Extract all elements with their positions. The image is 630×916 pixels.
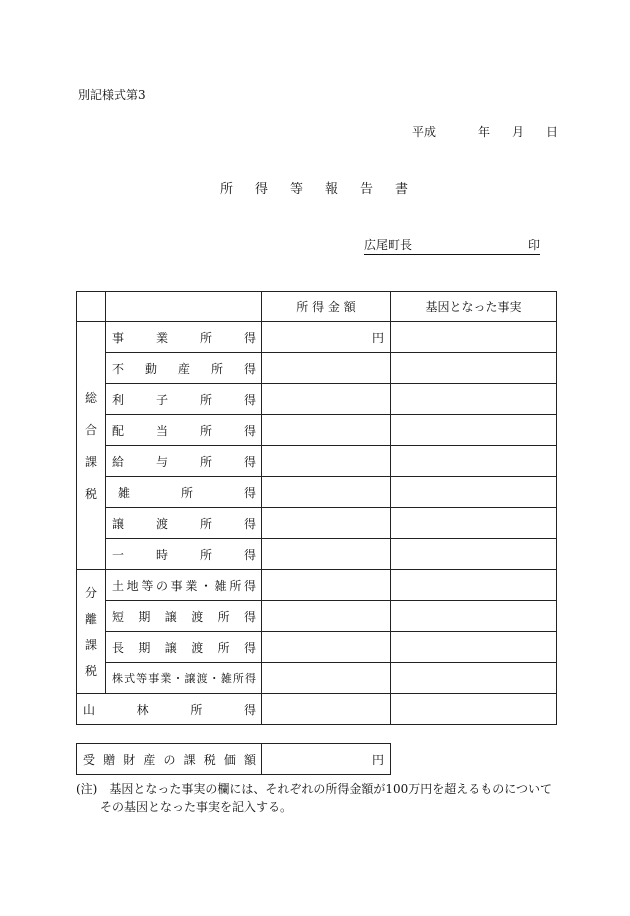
- income-item-label: 事業所得: [106, 322, 262, 353]
- income-item-label: 株式等事業・譲渡・雑所得: [106, 663, 262, 694]
- table-row: [77, 632, 557, 663]
- table-row: [77, 415, 557, 446]
- fact-input-cell[interactable]: [391, 601, 557, 632]
- fact-input-cell[interactable]: [391, 322, 557, 353]
- date-line: [412, 123, 558, 140]
- gift-row: [77, 744, 391, 775]
- fact-input-cell[interactable]: [391, 446, 557, 477]
- amount-input-cell[interactable]: [262, 694, 391, 725]
- amount-input-cell[interactable]: [262, 539, 391, 570]
- seal-mark: 印: [527, 238, 540, 252]
- table-row: [77, 322, 557, 353]
- income-item-label: 長期譲渡所得: [106, 632, 262, 663]
- table-row: [77, 601, 557, 632]
- fact-input-cell[interactable]: [391, 508, 557, 539]
- income-table: [76, 291, 557, 725]
- amount-input-cell[interactable]: [262, 384, 391, 415]
- table-row: [77, 353, 557, 384]
- recipient-line: [364, 236, 540, 255]
- recipient-name: 広尾町長: [364, 238, 413, 252]
- income-item-label: 土地等の事業・雑所得: [106, 570, 262, 601]
- income-item-label: 譲渡所得: [106, 508, 262, 539]
- income-item-label: 配当所得: [106, 415, 262, 446]
- table-row: [77, 384, 557, 415]
- amount-input-cell[interactable]: [262, 353, 391, 384]
- header-corner-cell: [77, 292, 106, 322]
- amount-input-cell[interactable]: [262, 446, 391, 477]
- amount-input-cell[interactable]: [262, 415, 391, 446]
- fact-input-cell[interactable]: [391, 353, 557, 384]
- income-item-label: 一時所得: [106, 539, 262, 570]
- amount-input-cell[interactable]: [262, 508, 391, 539]
- table-row: [77, 477, 557, 508]
- document-title: 所得等報告書: [220, 182, 431, 197]
- fact-input-cell[interactable]: [391, 415, 557, 446]
- note-line-2: その基因となった事実を記入する。: [100, 800, 293, 814]
- fact-input-cell[interactable]: [391, 663, 557, 694]
- form-number: 別記様式第3: [78, 88, 146, 102]
- group-label-general: 総 合 課 税: [77, 322, 106, 570]
- income-item-label: 短期譲渡所得: [106, 601, 262, 632]
- group-label-separate: 分 離 課 税: [77, 570, 106, 694]
- gift-table: [76, 743, 391, 775]
- table-row: [77, 508, 557, 539]
- note-line-1: (注) 基因となった事実の欄には、それぞれの所得金額が100万円を超えるものについて: [76, 782, 553, 796]
- income-item-label: 利子所得: [106, 384, 262, 415]
- date-year: 年: [478, 125, 491, 139]
- table-row: [77, 570, 557, 601]
- mountain-income-label: 山林所得: [77, 694, 262, 725]
- header-amount: 所 得 金 額: [262, 292, 391, 322]
- fact-input-cell[interactable]: [391, 632, 557, 663]
- table-row: [77, 446, 557, 477]
- header-item-cell: [106, 292, 262, 322]
- date-day: 日: [546, 125, 559, 139]
- amount-input-cell[interactable]: [262, 477, 391, 508]
- fact-input-cell[interactable]: [391, 694, 557, 725]
- fact-input-cell[interactable]: [391, 477, 557, 508]
- amount-input-cell[interactable]: [262, 601, 391, 632]
- table-header-row: [77, 292, 557, 322]
- table-row: [77, 663, 557, 694]
- date-era: 平成: [412, 125, 437, 139]
- income-item-label: 給与所得: [106, 446, 262, 477]
- fact-input-cell[interactable]: [391, 384, 557, 415]
- amount-input-cell[interactable]: 円: [262, 322, 391, 353]
- amount-input-cell[interactable]: [262, 632, 391, 663]
- amount-input-cell[interactable]: [262, 570, 391, 601]
- table-row: [77, 539, 557, 570]
- income-item-label: 不動産所得: [106, 353, 262, 384]
- income-item-label: 雑所得: [106, 477, 262, 508]
- fact-input-cell[interactable]: [391, 539, 557, 570]
- amount-input-cell[interactable]: [262, 663, 391, 694]
- date-month: 月: [512, 125, 525, 139]
- fact-input-cell[interactable]: [391, 570, 557, 601]
- gift-label: 受贈財産の課税価額: [77, 744, 262, 775]
- header-fact: 基因となった事実: [391, 292, 557, 322]
- gift-amount-cell[interactable]: 円: [262, 744, 391, 775]
- table-row: [77, 694, 557, 725]
